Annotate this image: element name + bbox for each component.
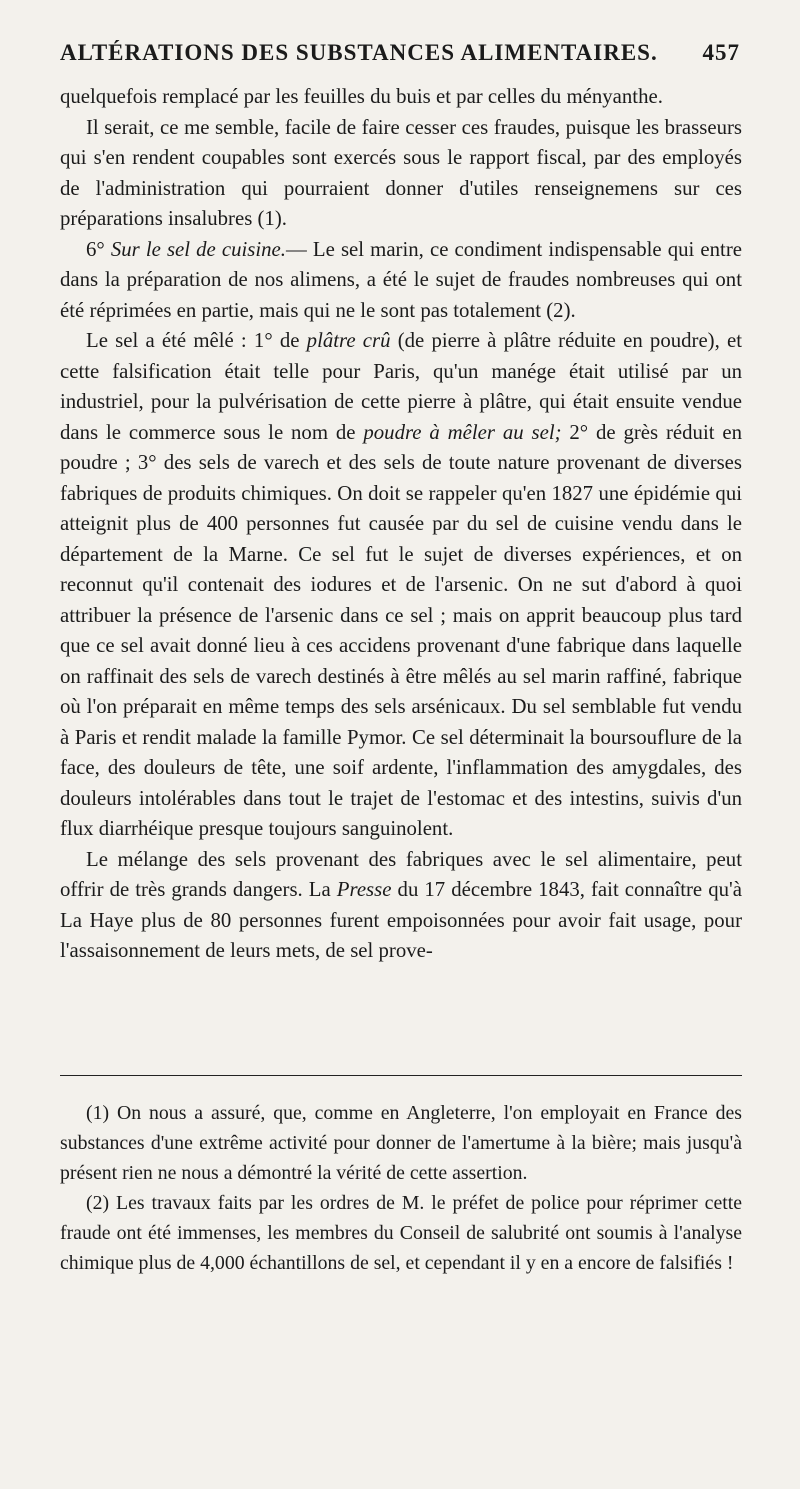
paragraph-4-text-c: (de pierre à plâtre réduite en poudre), et cette falsification était telle pour Paris, qu'un manége était utilisé par un industriel, pour la pulvérisation de cette pierre à plâtre, qui était ensuite vendue dans le commerce sous le nom de (60, 329, 743, 444)
paragraph-4-italic-b: plâtre crû (306, 329, 391, 352)
paragraph-4-italic-d: poudre à mêler au sel; (363, 420, 562, 444)
paragraph-4-text-a: Le sel a été mêlé : 1° de (86, 329, 307, 352)
header-title: ALTÉRATIONS DES SUBSTANCES ALIMENTAIRES. (60, 40, 658, 65)
section-number: 6° (86, 237, 111, 261)
paragraph-3-text: — Le sel marin, ce condiment indispensable qui entre dans la préparation de nos alimens, a été le sujet de fraudes nombreuses qui ont été réprimées en partie, mais qui ne le sont pas totalement (2). (60, 237, 742, 322)
footnote-2: (2) Les travaux faits par les ordres de M. le préfet de police pour réprimer cette fraude ont été immenses, les membres du Conseil de salubrité ont soumis à l'analyse chimique plus de 4,000 échantillons de sel, et cependant il y en a encore de falsifiés ! (60, 1192, 742, 1274)
running-header (60, 40, 740, 66)
footnotes (60, 1098, 742, 1278)
main-text (60, 82, 742, 967)
section-title: Sur le sel de cuisine. (110, 237, 286, 261)
paragraph-1: quelquefois remplacé par les feuilles du buis et par celles du ményanthe. (60, 85, 663, 108)
paragraph-4 (60, 326, 742, 845)
paragraph-5-text-a: Le mélange des sels provenant des fabriques avec le sel alimentaire, peut offrir de très grands dangers. La (60, 847, 742, 901)
footnote-1: (1) On nous a assuré, que, comme en Angleterre, l'on employait en France des substances d'une extrême activité pour donner de l'amertume à la bière; mais jusqu'à présent rien ne nous a démontré la vérité de cette assertion. (60, 1102, 742, 1184)
paragraph-4-text-e: 2° de grès réduit en poudre ; 3° des sels de varech et des sels de toute nature provenant de diverses fabriques de produits chimiques. On doit se rappeler qu'en 1827 une épidémie qui atteignit plus de 400 personnes fut causée par du sel de cuisine vendu dans le département de la Marne. Ce sel fut le sujet de diverses expériences, et on reconnut qu'il contenait des iodures et de l'arsenic. On ne sut d'abord à quoi attribuer la présence de l'arsenic dans ce sel ; mais on apprit beaucoup plus tard que ce sel avait donné lieu à ces accidens provenant d'une fabrique dans laquelle on raffinait des sels de varech destinés à être mêlés au sel marin raffiné, fabrique où l'on préparait en même temps des sels arsénicaux. Du sel semblable fut vendu à Paris et rendit malade la famille Pymor. Ce sel déterminait la boursouflure de la face, des douleurs de tête, une soif ardente, l'inflammation des amygdales, des douleurs intolérables dans tout le trajet de l'estomac et des intestins, suivis d'un flux diarrhéique presque toujours sanguinolent. (60, 420, 742, 840)
paragraph-5-italic-b: Presse (336, 878, 392, 901)
paragraph-5 (60, 845, 742, 967)
page-number: 457 (702, 40, 740, 65)
paragraph-3 (60, 235, 742, 327)
footnote-divider (60, 1075, 742, 1076)
paragraph-2: Il serait, ce me semble, facile de faire cesser ces fraudes, puisque les brasseurs qui s'en rendent coupables sont exercés sous le rapport fiscal, par des employés de l'administration qui pourraient donner d'utiles renseignemens sur ces préparations insalubres (1). (60, 115, 742, 230)
paragraph-5-text-c: du 17 décembre 1843, fait connaître qu'à La Haye plus de 80 personnes furent empoisonnées pour avoir fait usage, pour l'assaisonnement de leurs mets, de sel prove- (60, 878, 742, 962)
